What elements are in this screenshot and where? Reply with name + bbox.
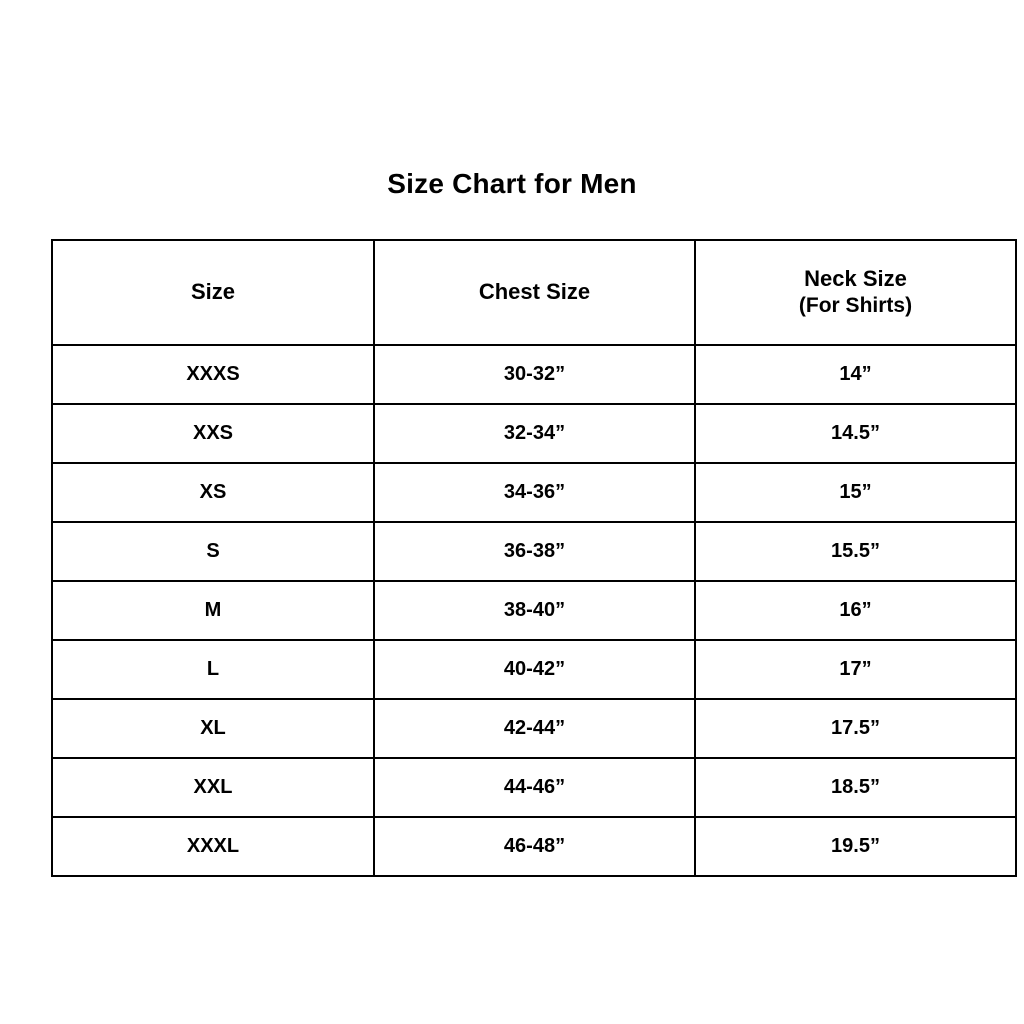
table-row: [52, 758, 1016, 817]
table-row: [52, 817, 1016, 876]
column-header-neck-size: [695, 240, 1016, 345]
table-row: [52, 463, 1016, 522]
page-title: Size Chart for Men: [387, 168, 637, 199]
table-header: [52, 240, 1016, 345]
column-header-size: [52, 240, 374, 345]
table-row: [52, 404, 1016, 463]
table-row: [52, 581, 1016, 640]
cell-size: XL: [52, 699, 374, 758]
column-header-chest-size: [374, 240, 695, 345]
column-header-neck-size-sublabel: (For Shirts): [798, 294, 913, 318]
cell-chest: 42-44”: [374, 699, 695, 758]
cell-neck: 14.5”: [695, 404, 1016, 463]
cell-chest: 46-48”: [374, 817, 695, 876]
cell-neck: 14”: [695, 345, 1016, 404]
column-header-chest-size-label: Chest Size: [478, 279, 591, 305]
table-body: [52, 345, 1016, 876]
cell-chest: 34-36”: [374, 463, 695, 522]
cell-size: M: [52, 581, 374, 640]
cell-size: XXXS: [52, 345, 374, 404]
column-header-size-label: Size: [190, 279, 236, 305]
cell-chest: 40-42”: [374, 640, 695, 699]
column-header-neck-size-label: Neck Size: [804, 265, 907, 291]
table-row: [52, 522, 1016, 581]
cell-neck: 15.5”: [695, 522, 1016, 581]
cell-chest: 32-34”: [374, 404, 695, 463]
cell-neck: 17”: [695, 640, 1016, 699]
cell-size: XS: [52, 463, 374, 522]
table-row: [52, 640, 1016, 699]
cell-chest: 38-40”: [374, 581, 695, 640]
table-header-row: [52, 240, 1016, 345]
table-row: [52, 345, 1016, 404]
size-chart-table-container: [51, 239, 973, 877]
cell-size: S: [52, 522, 374, 581]
cell-neck: 19.5”: [695, 817, 1016, 876]
cell-chest: 36-38”: [374, 522, 695, 581]
size-chart-table: [51, 239, 1017, 877]
cell-chest: 30-32”: [374, 345, 695, 404]
cell-size: XXXL: [52, 817, 374, 876]
cell-neck: 17.5”: [695, 699, 1016, 758]
cell-neck: 18.5”: [695, 758, 1016, 817]
cell-size: XXL: [52, 758, 374, 817]
cell-neck: 16”: [695, 581, 1016, 640]
cell-chest: 44-46”: [374, 758, 695, 817]
cell-neck: 15”: [695, 463, 1016, 522]
cell-size: XXS: [52, 404, 374, 463]
table-row: [52, 699, 1016, 758]
cell-size: L: [52, 640, 374, 699]
